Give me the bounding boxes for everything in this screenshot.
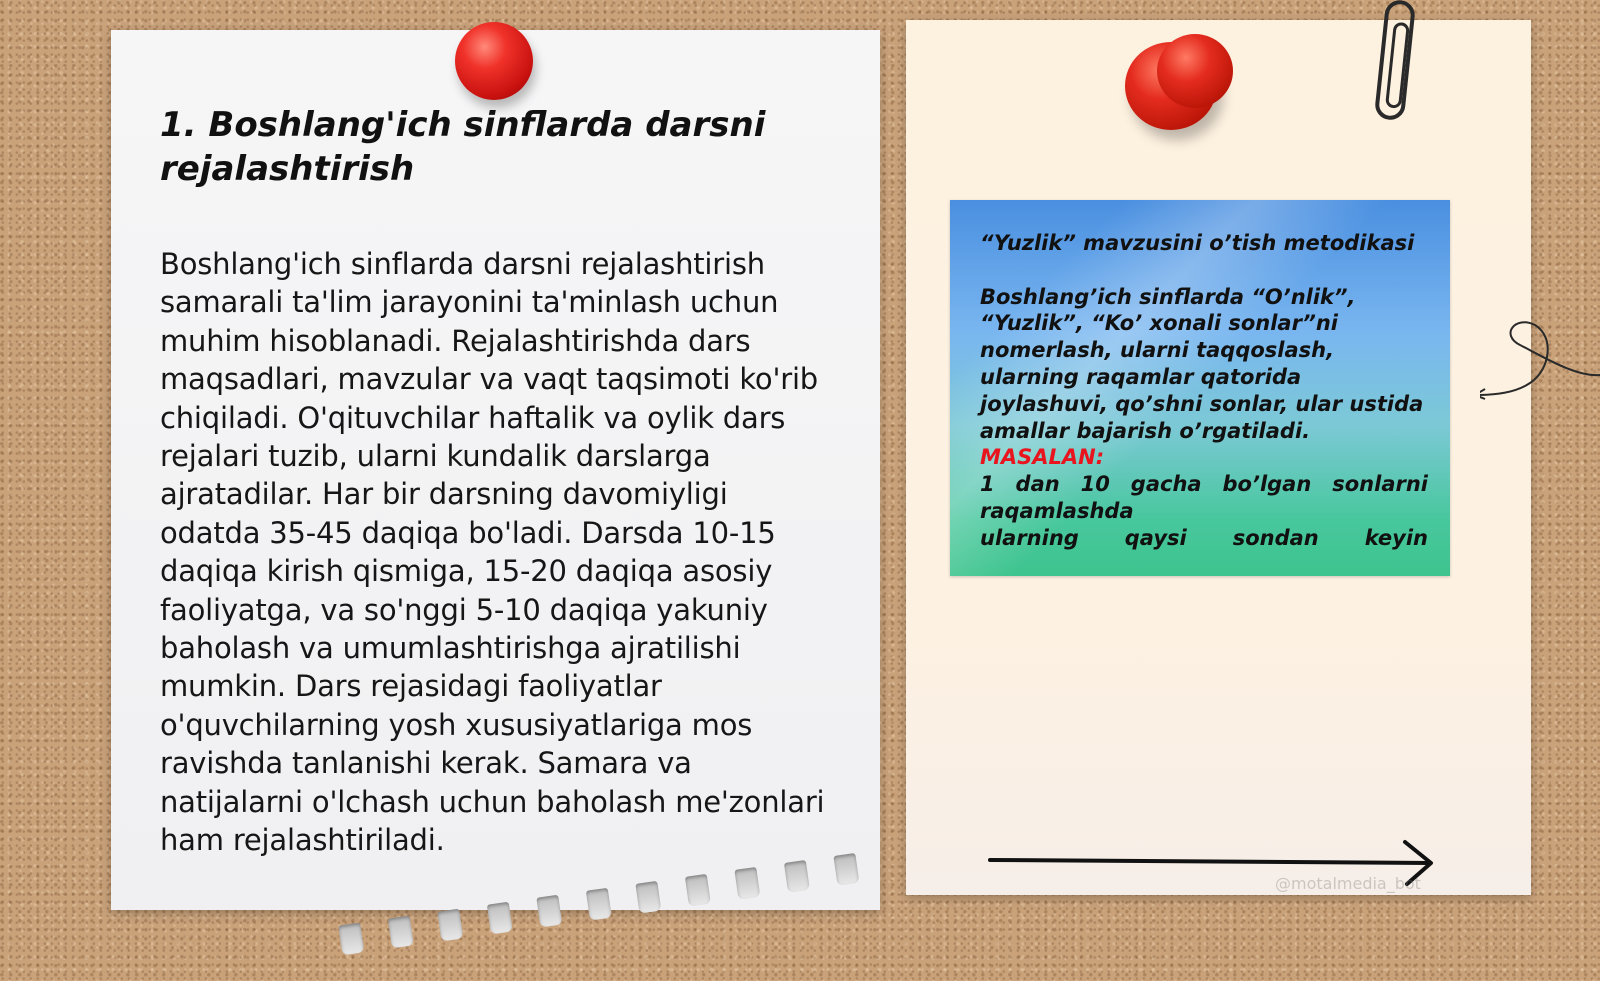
watermark: @motalmedia_bot [1275,874,1421,893]
info-card-example-line: ularning qaysi sondan keyin [980,525,1428,550]
push-pin-icon [455,22,533,100]
squiggle-arrow-icon [1480,315,1600,415]
info-card-content [980,230,1428,552]
info-card-highlight: MASALAN: [980,445,1105,470]
info-card-body: Boshlang’ich sinflarda “O’nlik”, “Yuzlik”, “Ko’ xonali sonlar”ni nomerlash, ularni taqqoslash, ularning raqamlar qatorida joylashuvi, qo’shni sonlar, ular ustida amallar bajarish o’rgatiladi. [980,284,1424,443]
info-card [950,200,1450,576]
slide-title: 1. Boshlang'ich sinflarda darsni rejalashtirish [160,105,766,189]
slide-body-text: Boshlang'ich sinflarda darsni rejalashtirish samarali ta'lim jarayonini ta'minlash uchun muhim hisoblanadi. Rejalashtirishda dars maqsadlari, mavzular va vaqt taqsimoti ko'rib chiqiladi. O'qituvchilar haftalik va oylik dars rejalari tuzib, ularni kundalik darslarga ajratadilar. Har bir darsning davomiyligi odatda 35-45 daqiqa bo'ladi. Darsda 10-15 daqiqa kirish qismiga, 15-20 daqiqa asosiy faoliyatga, va so'nggi 5-10 daqiqa yakuniy baholash va umumlashtirishga ajratilishi mumkin. Dars rejasidagi faoliyatlar o'quvchilarning yosh xususiyatlariga mos ravishda tanlanishi kerak. Samara va natijalarni o'lchash uchun baholash me'zonlari ham rejalashtiriladi. [160,247,825,858]
info-card-title: “Yuzlik” mavzusini o’tish metodikasi [980,231,1415,255]
push-pin-head [1157,34,1233,108]
info-card-example-line: 1 dan 10 gacha bo’lgan sonlarni raqamlashda [980,472,1428,523]
